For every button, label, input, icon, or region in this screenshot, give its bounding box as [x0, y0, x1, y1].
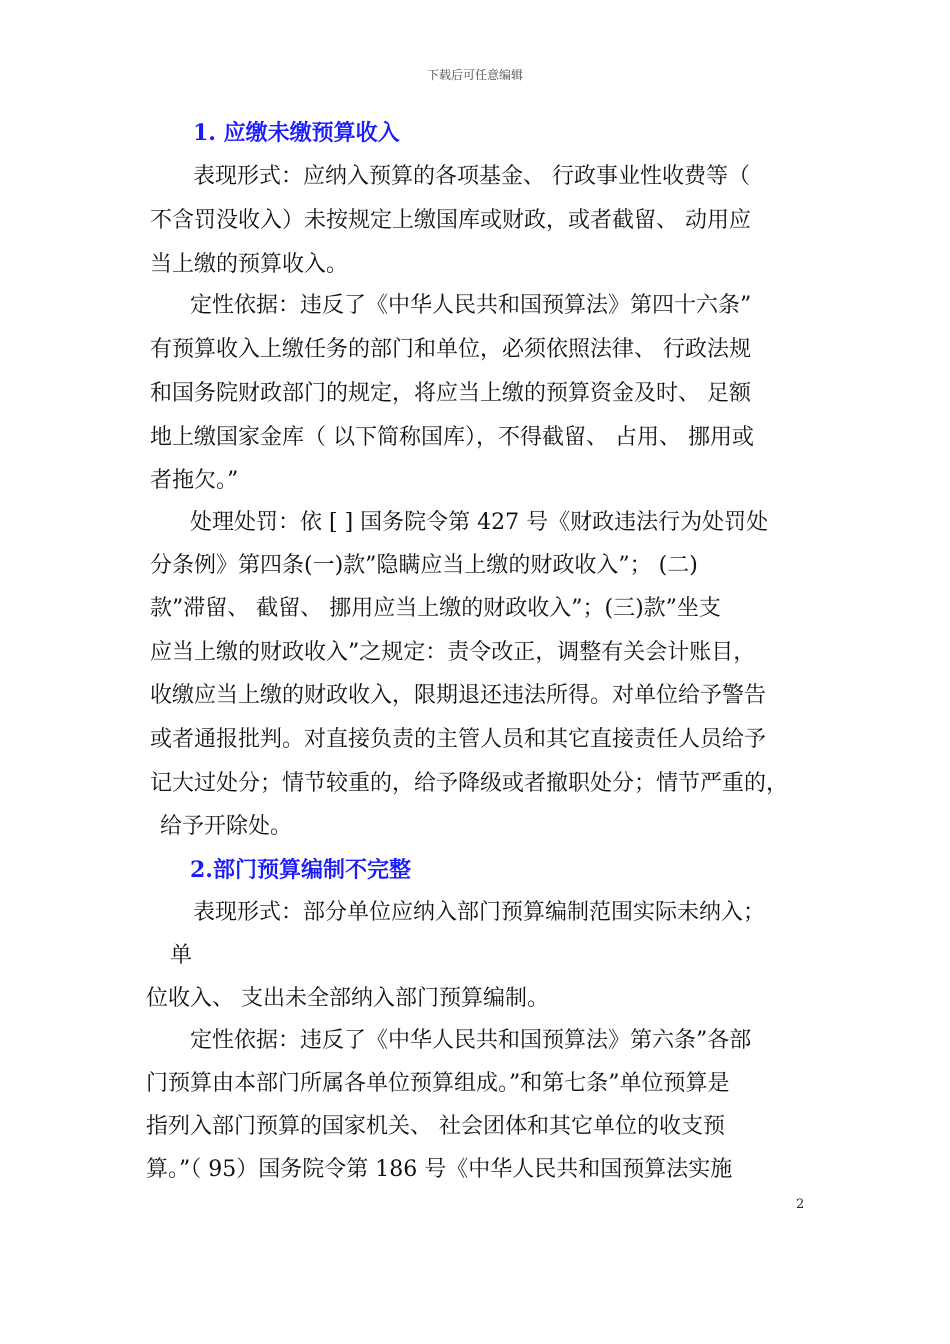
page-header: 下载后可任意编辑: [426, 68, 523, 82]
paragraph-line: 门预算由本部门所属各单位预算组成。”和第七条”单位预算是: [146, 1071, 730, 1096]
paragraph-line: 定性依据：违反了《中华人民共和国预算法》第六条”各部: [190, 1028, 752, 1053]
section-heading-1: 1. 应缴未缴预算收入: [193, 120, 400, 146]
paragraph-line: 算。”（ 95）国务院令第 186 号《中华人民共和国预算法实施: [146, 1157, 733, 1182]
paragraph-line: 或者通报批判。对直接负责的主管人员和其它直接责任人员给予: [150, 727, 767, 752]
paragraph-line: 位收入、 支出未全部纳入部门预算编制。: [146, 986, 549, 1011]
paragraph-line: 定性依据：违反了《中华人民共和国预算法》第四十六条”: [190, 293, 752, 318]
paragraph-line: 给予开除处。: [160, 814, 293, 839]
section-heading-2: 2.部门预算编制不完整: [190, 857, 411, 883]
paragraph-line: 表现形式：应纳入预算的各项基金、 行政事业性收费等（: [193, 164, 750, 189]
paragraph-line: 单: [170, 943, 193, 968]
paragraph-line: 应当上缴的财政收入”之规定：责令改正，调整有关会计账目，: [150, 640, 756, 665]
paragraph-line: 分条例》第四条(一)款”隐瞒应当上缴的财政收入”； (二): [150, 553, 698, 578]
paragraph-line: 当上缴的预算收入。: [150, 252, 349, 277]
paragraph-line: 指列入部门预算的国家机关、 社会团体和其它单位的收支预: [146, 1114, 725, 1139]
paragraph-line: 者拖欠。”: [150, 468, 239, 493]
paragraph-line: 不含罚没收入）未按规定上缴国库或财政，或者截留、 动用应: [150, 208, 751, 233]
paragraph-line: 处理处罚：依 [ ] 国务院令第 427 号《财政违法行为处罚处: [190, 510, 769, 535]
paragraph-line: 地上缴国家金库（ 以下简称国库），不得截留、 占用、 挪用或: [150, 425, 754, 450]
paragraph-line: 记大过处分；情节较重的，给予降级或者撤职处分；情节严重的，: [150, 771, 789, 796]
paragraph-line: 和国务院财政部门的规定，将应当上缴的预算资金及时、 足额: [150, 381, 751, 406]
paragraph-line: 收缴应当上缴的财政收入，限期退还违法所得。对单位给予警告: [150, 683, 767, 708]
page-number: 2: [796, 1197, 805, 1212]
paragraph-line: 款”滞留、 截留、 挪用应当上缴的财政收入”；(三)款”坐支: [150, 596, 721, 621]
paragraph-line: 有预算收入上缴任务的部门和单位，必须依照法律、 行政法规: [150, 337, 751, 362]
paragraph-line: 表现形式：部分单位应纳入部门预算编制范围实际未纳入；: [193, 900, 766, 925]
